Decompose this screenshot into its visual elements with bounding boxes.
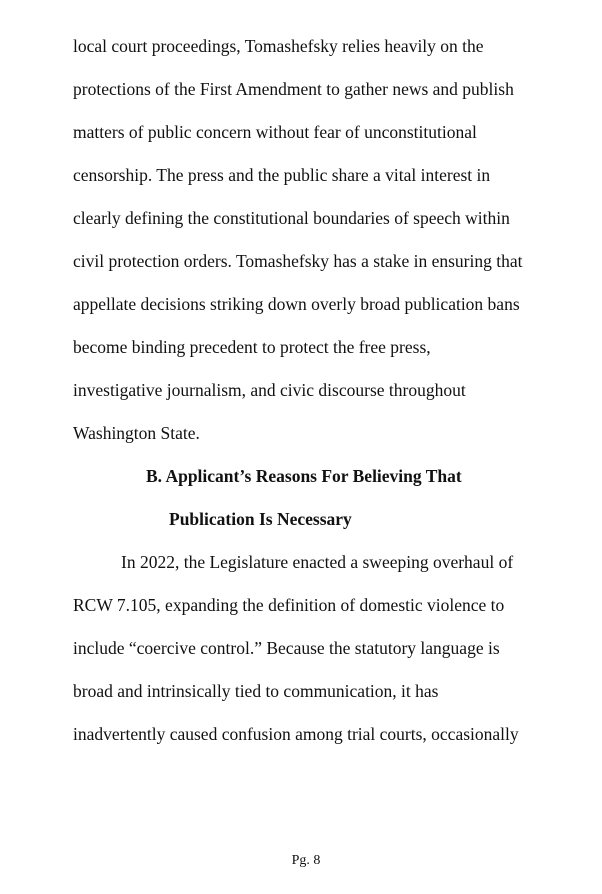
body-text-line: protections of the First Amendment to gather news and publish bbox=[73, 79, 514, 99]
page-number: Pg. 8 bbox=[291, 853, 321, 868]
body-text-line: include “coercive control.” Because the statutory language is bbox=[73, 638, 500, 658]
body-text-line: matters of public concern without fear of unconstitutional bbox=[73, 122, 477, 142]
body-text-line: inadvertently caused confusion among trial courts, occasionally bbox=[73, 724, 519, 744]
body-text-line: become binding precedent to protect the free press, bbox=[73, 337, 431, 357]
body-text-line: clearly defining the constitutional boundaries of speech within bbox=[73, 208, 510, 228]
body-text-line: appellate decisions striking down overly broad publication bans bbox=[73, 294, 520, 314]
body-text-line: censorship. The press and the public share a vital interest in bbox=[73, 165, 491, 185]
body-text-line: local court proceedings, Tomashefsky relies heavily on the bbox=[73, 36, 484, 56]
body-text-line: RCW 7.105, expanding the definition of domestic violence to bbox=[73, 595, 505, 615]
body-text-line: civil protection orders. Tomashefsky has a stake in ensuring that bbox=[73, 251, 523, 271]
body-text-line: investigative journalism, and civic discourse throughout bbox=[73, 380, 466, 400]
body-text-line: Washington State. bbox=[73, 423, 200, 443]
body-text-line: broad and intrinsically tied to communication, it has bbox=[73, 681, 439, 701]
section-heading-line-1: B. Applicant’s Reasons For Believing That bbox=[146, 466, 462, 486]
section-heading-line-2: Publication Is Necessary bbox=[169, 509, 352, 529]
body-text-line: In 2022, the Legislature enacted a sweeping overhaul of bbox=[121, 552, 514, 572]
